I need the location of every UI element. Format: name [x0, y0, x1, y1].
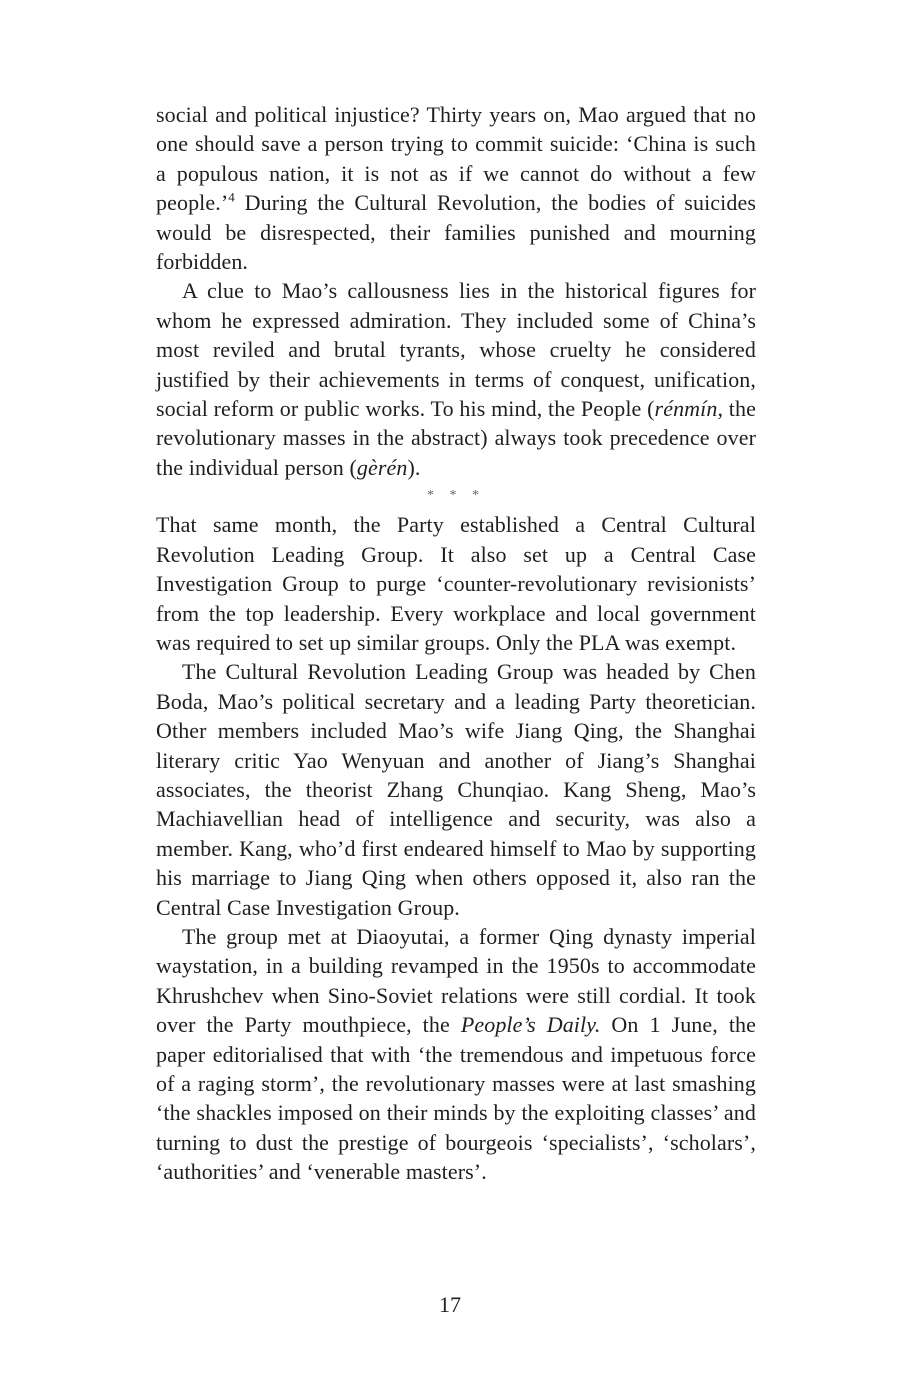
paragraph-text: social and political injustice? Thirty years on, Mao argued that no one should save a person trying to commit suicide: ‘China is such a populous nation, it is not as if we cannot do without a few people.’: [156, 102, 756, 216]
term-renmin: rénmín: [654, 396, 718, 422]
paragraph-tyrants: [156, 276, 756, 482]
footnote-marker[interactable]: 4: [228, 189, 235, 205]
paragraph-text: A clue to Mao’s callousness lies in the historical figures for whom he expressed admiration. They included some of China’s most reviled and brutal tyrants, whose cruelty he considered justified by their achievements in terms of conquest, unification, social reform or public works. To his mind, the People (: [156, 278, 756, 422]
page-number: 17: [439, 1292, 461, 1317]
paragraph-members: The Cultural Revolution Leading Group was headed by Chen Boda, Mao’s political secretary and a leading Party theoretician. Other members included Mao’s wife Jiang Qing, the Shanghai literary critic Yao Wenyuan and another of Jiang’s Shanghai associates, the theorist Zhang Chunqiao. Kang Sheng, Mao’s Machiavellian head of intelligence and security, was also a member. Kang, who’d first endeared himself to Mao by supporting his marriage to Jiang Qing when others opposed it, also ran the Central Case Investigation Group.: [156, 659, 756, 920]
section-break: * * *: [427, 488, 485, 504]
term-geren: gèrén: [356, 454, 408, 480]
page-body: [156, 100, 756, 1187]
paragraph-text: , the revolutionary masses in the abstract) always took precedence over the individual person (: [156, 396, 756, 480]
paragraph-suicide: [156, 100, 756, 276]
paragraph-text: During the Cultural Revolution, the bodies of suicides would be disrespected, their families punished and mourning forbidden.: [156, 190, 756, 275]
paragraph-diaoyutai: [156, 922, 756, 1187]
newspaper-title: People’s Daily.: [460, 1012, 601, 1038]
paragraph-text: ).: [407, 454, 421, 480]
paragraph-text: The group met at Diaoyutai, a former Qing dynasty imperial waystation, in a building revamped in the 1950s to accommodate Khrushchev when Sino-Soviet relations were still cordial. It took over the Party mouthpiece, the: [156, 923, 756, 1038]
paragraph-leading-group: That same month, the Party established a Central Cultural Revolution Leading Group. It also set up a Central Case Investigation Group to purge ‘counter-revolutionary revisionists’ from the top leadership. Every workplace and local government was required to set up similar groups. Only the PLA was exempt.: [156, 512, 756, 655]
paragraph-text: On 1 June, the paper editorialised that with ‘the tremendous and impetuous force of a raging storm’, the revolutionary masses were at last smashing ‘the shackles imposed on their minds by the exploiting classes’ and turning to dust the prestige of bourgeois ‘specialists’, ‘scholars’, ‘authorities’ and ‘venerable masters’.: [156, 1012, 756, 1185]
